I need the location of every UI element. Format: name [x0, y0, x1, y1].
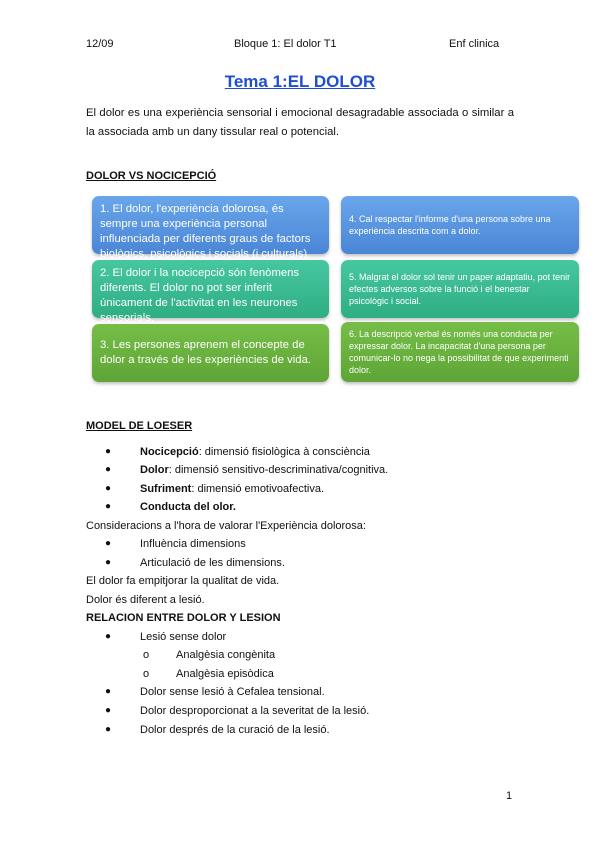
bullet-icon: ● [105, 724, 112, 735]
diagram-box-4 [341, 196, 579, 254]
diagram-box-6-text: 6. La descripció verbal és només una conducta per expressar dolor. La incapacitat d'una persona per comunicar-lo no nega la possibilitat de que experimenti dolor. [349, 329, 569, 375]
diagram-box-2: 2. El dolor i la nocicepció són fenòmens diferents. El dolor no pot ser inferit únicament de l'activitat en les neurones sensorials. [92, 260, 329, 318]
diagram-box-5 [341, 260, 579, 318]
considerations-heading: Consideracions a l'hora de valorar l'Experiència dolorosa: [86, 520, 366, 532]
header-subject: Bloque 1: El dolor T1 [234, 38, 337, 50]
bullet-icon: ● [105, 446, 112, 457]
section-dolor-vs-nocicepcio: DOLOR VS NOCICEPCIÓ [86, 170, 217, 182]
text-line-1: El dolor fa empitjorar la qualitat de vida. [86, 575, 280, 587]
bullet-icon: ● [105, 705, 112, 716]
relacion-item: Lesió sense dolor [140, 631, 227, 643]
loeser-term: Nocicepció [140, 446, 199, 458]
header-course: Enf clinica [449, 38, 500, 50]
loeser-desc: : dimensió sensitivo-descriminativa/cognitiva. [168, 464, 389, 476]
loeser-item-conducta [140, 501, 236, 513]
loeser-item-sufriment [140, 483, 324, 495]
loeser-term: Dolor [140, 464, 169, 476]
loeser-desc: : dimensió emotivoafectiva. [191, 483, 325, 495]
consid-item: Influència dimensions [140, 538, 246, 550]
page-number: 1 [506, 790, 513, 802]
loeser-term: Sufriment [140, 483, 192, 495]
bullet-icon: ● [105, 686, 112, 697]
relacion-item: Dolor sense lesió à Cefalea tensional. [140, 686, 325, 698]
section-model-loeser: MODEL DE LOESER [86, 420, 193, 432]
loeser-desc: : dimensió fisiològica à consciència [198, 446, 370, 458]
bullet-icon: ● [105, 631, 112, 642]
page-title: Tema 1:EL DOLOR [224, 72, 376, 91]
diagram-box-4-text: 4. Cal respectar l'informe d'una persona sobre una experiència descrita com a dolor. [349, 214, 551, 236]
diagram-box-1: 1. El dolor, l'experiència dolorosa, és sempre una experiència personal influenciada per diferents graus de factors biològics, psicològics i socials (i culturals). [92, 196, 329, 254]
header-date: 12/09 [86, 38, 114, 50]
consid-item: Articulació de les dimensions. [140, 557, 285, 569]
loeser-item-dolor [140, 464, 388, 476]
text-line-2: Dolor és diferent a lesió. [86, 594, 205, 606]
relacion-item: Dolor desproporcionat a la severitat de la lesió. [140, 705, 370, 717]
relacion-subitem: Analgèsia congènita [176, 649, 276, 661]
bullet-icon: ● [105, 557, 112, 568]
intro-paragraph: El dolor es una experiència sensorial i emocional desagradable associada o similar a la associada amb un dany tissular real o potencial. [86, 107, 514, 138]
diagram-box-5-text: 5. Malgrat el dolor sol tenir un paper adaptatiu, pot tenir efectes adversos sobre la funció i el benestar psicològic i social. [349, 272, 571, 306]
bullet-icon: ● [105, 501, 112, 512]
circle-bullet-icon: o [143, 668, 150, 680]
loeser-term: Conducta del olor. [140, 501, 236, 513]
loeser-item-nocicepcio [140, 446, 370, 458]
circle-bullet-icon: o [143, 649, 150, 661]
diagram-box-6 [341, 322, 579, 382]
section-relacion: RELACION ENTRE DOLOR Y LESION [86, 612, 281, 624]
diagram-box-3: 3. Les persones aprenem el concepte de dolor a través de les experiències de vida. [92, 324, 329, 382]
relacion-subitem: Analgèsia episòdica [176, 668, 274, 680]
relacion-item: Dolor després de la curació de la lesió. [140, 724, 330, 736]
bullet-icon: ● [105, 538, 112, 549]
bullet-icon: ● [105, 483, 112, 494]
bullet-icon: ● [105, 464, 112, 475]
